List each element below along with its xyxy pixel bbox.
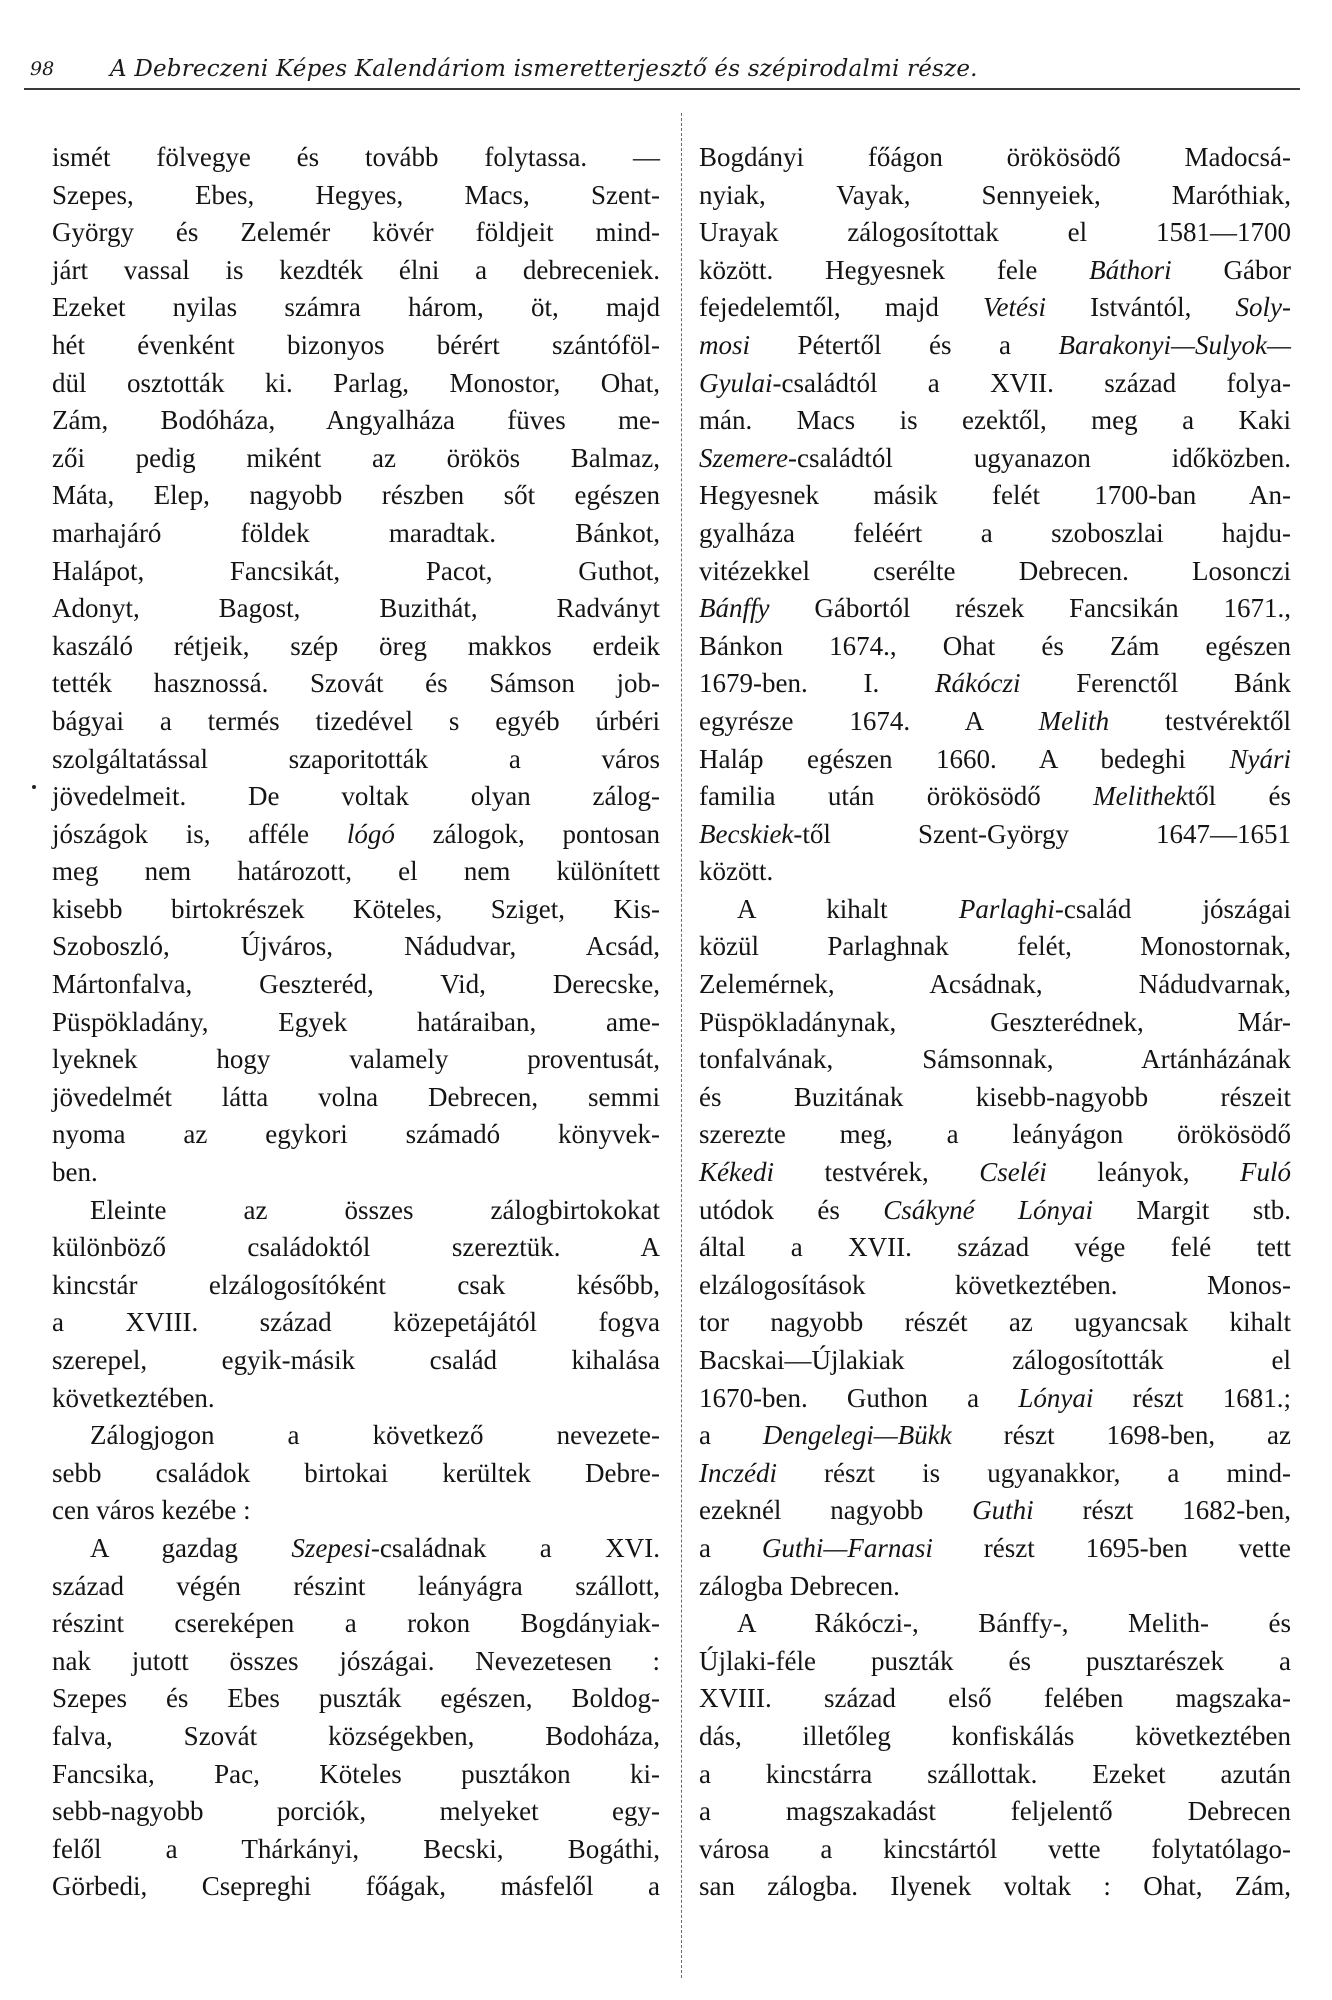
text-line — [699, 1793, 1291, 1831]
text-line — [52, 1718, 660, 1756]
page-number: 98 — [30, 58, 55, 80]
text-run: marhajáró földek maradtak. Bánkot, — [52, 517, 660, 548]
text-run: század végén részint leányágra szállott, — [52, 1570, 660, 1601]
text-line — [52, 252, 660, 290]
text-run: közül Parlaghnak felét, Monostornak, — [699, 931, 1291, 962]
text-line — [699, 1756, 1291, 1794]
text-line — [52, 1643, 660, 1681]
text-run: Zelemérnek, Acsádnak, Nádudvarnak, — [699, 969, 1291, 1000]
text-run: utódok és — [699, 1194, 884, 1225]
text-run: Hegyesnek másik felét 1700-ban An- — [699, 480, 1291, 511]
text-line — [52, 816, 660, 854]
text-line — [52, 1192, 660, 1230]
italic-name: Cseléi — [979, 1157, 1047, 1188]
text-run: a XVIII. század közepetájától fogva — [52, 1307, 660, 1338]
text-run: kisebb birtokrészek Köteles, Sziget, Kis- — [52, 893, 660, 924]
text-run: a — [699, 1420, 763, 1451]
text-line — [52, 440, 660, 478]
italic-name: Melithek — [1093, 781, 1188, 812]
text-run: tonfalvának, Sámsonnak, Artánházának — [699, 1044, 1291, 1075]
text-run: A Rákóczi-, Bánffy-, Melith- és — [737, 1608, 1291, 1639]
italic-name: Lónyai — [1018, 1382, 1094, 1413]
text-line — [699, 741, 1291, 779]
text-run: és Buzitának kisebb-nagyobb részeit — [699, 1081, 1291, 1112]
text-line — [52, 665, 660, 703]
text-run: Urayak zálogosítottak el 1581—1700 — [699, 217, 1291, 248]
text-run: falva, Szovát községekben, Bodoháza, — [52, 1720, 660, 1751]
text-line — [52, 402, 660, 440]
text-run: következtében. — [52, 1382, 215, 1413]
italic-name: Vetési — [982, 292, 1046, 323]
text-line — [699, 1116, 1291, 1154]
text-line — [52, 1455, 660, 1493]
text-line — [52, 1304, 660, 1342]
text-line — [699, 1079, 1291, 1117]
text-line — [699, 778, 1291, 816]
text-line — [699, 1267, 1291, 1305]
text-line — [52, 515, 660, 553]
text-run: -től Szent-György 1647—1651 — [793, 818, 1291, 849]
text-line — [52, 289, 660, 327]
text-run: A gazdag — [90, 1532, 292, 1563]
text-line — [699, 665, 1291, 703]
text-run: zői pedig miként az örökös Balmaz, — [52, 442, 660, 473]
text-line — [699, 440, 1291, 478]
italic-name: Báthori — [1089, 254, 1172, 285]
text-line — [699, 1229, 1291, 1267]
text-run: XVIII. század első felében magszaka- — [699, 1683, 1291, 1714]
text-run: vitézekkel cserélte Debrecen. Losonczi — [699, 555, 1291, 586]
text-run: ismét fölvegye és tovább folytassa. — — [52, 142, 660, 172]
text-run: Zám, Bodóháza, Angyalháza füves me- — [52, 405, 660, 436]
text-line — [52, 1530, 660, 1568]
text-run: -család jószágai — [1054, 893, 1291, 924]
italic-name: Gyulai — [699, 367, 773, 398]
text-run: szerezte meg, a leányágon örökösödő — [699, 1119, 1291, 1150]
text-line — [52, 1680, 660, 1718]
text-line — [52, 477, 660, 515]
text-line — [699, 1192, 1291, 1230]
text-run: Bánkon 1674., Ohat és Zám egészen — [699, 630, 1291, 661]
text-line — [699, 966, 1291, 1004]
text-run: egyrésze 1674. A — [699, 705, 1039, 736]
print-speck — [32, 785, 36, 789]
text-run: Gábortól részek Fancsikán 1671., — [769, 593, 1291, 624]
text-run: Bogdányi főágon örökösödő Madocsá- — [699, 142, 1291, 172]
text-line — [699, 1154, 1291, 1192]
text-line — [699, 928, 1291, 966]
text-line — [699, 590, 1291, 628]
text-run: részint csereképen a rokon Bogdányiak- — [52, 1608, 660, 1639]
text-line — [52, 1229, 660, 1267]
italic-name: Parlaghi — [958, 893, 1055, 924]
text-run: Bacskai—Újlakiak zálogosították el — [699, 1345, 1291, 1375]
italic-name: Kékedi — [699, 1157, 774, 1188]
italic-name: Szepesi — [291, 1532, 371, 1563]
text-run: -családtól ugyanazon időközben. — [787, 442, 1291, 473]
text-run: lyeknek hogy valamely proventusát, — [52, 1044, 660, 1075]
text-run: Püspökladánynak, Geszterédnek, Már- — [699, 1006, 1291, 1037]
text-line — [699, 289, 1291, 327]
text-run: szolgáltatással szaporitották a város — [52, 743, 660, 774]
text-run: -családnak a XVI. — [370, 1532, 660, 1563]
text-line — [52, 177, 660, 215]
running-title: A Debreczeni Képes Kalendáriom ismeretterjesztő és szépirodalmi része. — [110, 56, 978, 82]
text-run: tor nagyobb részét az ugyancsak kihalt — [699, 1307, 1291, 1338]
text-run: Szepes és Ebes puszták egészen, Boldog- — [52, 1683, 660, 1714]
text-run: Pétertől és a — [750, 329, 1059, 360]
text-run: kincstár elzálogosítóként csak később, — [52, 1269, 660, 1300]
text-run: sebb családok birtokai kerültek Debre- — [52, 1457, 660, 1488]
text-run: gyalháza feléért a szoboszlai hajdu- — [699, 517, 1291, 548]
text-line — [699, 1831, 1291, 1869]
text-run: san zálogba. Ilyenek voltak : Ohat, Zám, — [699, 1871, 1291, 1902]
text-line — [52, 778, 660, 816]
text-run: testvérektől — [1109, 705, 1291, 736]
text-line — [52, 590, 660, 628]
text-line — [699, 1455, 1291, 1493]
text-line — [52, 214, 660, 252]
text-line — [699, 515, 1291, 553]
text-line — [699, 1041, 1291, 1079]
text-run: különböző családoktól szereztük. A — [52, 1232, 660, 1263]
italic-name: Melith — [1038, 705, 1110, 736]
text-run: részt 1682-ben, — [1033, 1495, 1291, 1526]
text-run: a kincstárra szállottak. Ezeket azután — [699, 1758, 1291, 1789]
text-line — [699, 1004, 1291, 1042]
text-line — [699, 214, 1291, 252]
text-run: részt 1698-ben, az — [951, 1420, 1291, 1451]
italic-name: Dengelegi—Bükk — [762, 1420, 952, 1451]
text-run: Görbedi, Csepreghi főágak, másfelől a — [52, 1871, 660, 1902]
text-line — [699, 1868, 1291, 1906]
text-line — [52, 139, 660, 177]
text-line — [699, 553, 1291, 591]
text-line — [699, 816, 1291, 854]
text-line — [699, 703, 1291, 741]
left-column — [52, 139, 660, 1906]
text-run: részt is ugyanakkor, a mind- — [776, 1457, 1291, 1488]
text-line — [52, 1492, 660, 1530]
text-run: György és Zelemér kövér földjeit mind- — [52, 217, 660, 248]
text-run: -családtól a XVII. század folya- — [772, 367, 1291, 398]
text-run: jövedelmét látta volna Debrecen, semmi — [52, 1081, 660, 1112]
text-line — [699, 1680, 1291, 1718]
text-run: tették hasznossá. Szovát és Sámson job- — [52, 668, 660, 699]
text-line — [699, 477, 1291, 515]
text-run: 1670-ben. Guthon a — [699, 1382, 1019, 1413]
text-line — [52, 1267, 660, 1305]
text-line — [699, 177, 1291, 215]
text-line — [52, 327, 660, 365]
text-line — [52, 891, 660, 929]
text-run: től és — [1187, 781, 1292, 812]
text-run: nak jutott összes jószágai. Nevezetesen : — [52, 1645, 660, 1676]
text-line — [52, 1154, 660, 1192]
text-line — [52, 553, 660, 591]
text-run: A kihalt — [737, 893, 959, 924]
italic-name: mosi — [699, 329, 751, 360]
text-line — [52, 703, 660, 741]
text-run: Püspökladány, Egyek határaiban, ame- — [52, 1006, 660, 1037]
text-line — [52, 365, 660, 403]
italic-name: Fuló — [1240, 1157, 1291, 1188]
text-run: Haláp egészen 1660. A bedeghi — [699, 743, 1230, 774]
text-run: bágyai a termés tizedével s egyéb úrbéri — [52, 705, 660, 736]
italic-name: Soly- — [1235, 292, 1291, 323]
text-run: testvérek, — [773, 1157, 980, 1188]
text-run: cen város kezébe : — [52, 1495, 251, 1526]
text-run: Istvántól, — [1045, 292, 1236, 323]
text-run: Mártonfalva, Geszteréd, Vid, Derecske, — [52, 969, 660, 1000]
text-line — [52, 1756, 660, 1794]
text-run: nyoma az egykori számadó könyvek- — [52, 1119, 660, 1150]
text-line — [52, 1079, 660, 1117]
text-run: Újlaki-féle puszták és pusztarészek a — [699, 1645, 1291, 1676]
italic-name: Guthi — [972, 1495, 1034, 1526]
text-run: leányok, — [1046, 1157, 1240, 1188]
text-line — [52, 1417, 660, 1455]
text-line — [52, 1041, 660, 1079]
text-run: elzálogosítások következtében. Monos- — [699, 1269, 1291, 1300]
text-run: Halápot, Fancsikát, Pacot, Guthot, — [52, 555, 660, 586]
text-line — [699, 327, 1291, 365]
text-run: Szepes, Ebes, Hegyes, Macs, Szent- — [52, 179, 660, 210]
header-rule — [24, 88, 1300, 90]
text-line — [699, 252, 1291, 290]
text-run: szerepel, egyik-másik család kihalása — [52, 1345, 660, 1375]
text-line — [699, 628, 1291, 666]
text-run: Margit stb. — [1093, 1194, 1291, 1225]
text-line — [52, 1116, 660, 1154]
text-line — [52, 853, 660, 891]
text-run: részt 1681.; — [1093, 1382, 1291, 1413]
text-run: Ferenctől Bánk — [1020, 668, 1291, 699]
text-run: zálogba Debrecen. — [699, 1570, 900, 1601]
text-line — [699, 1342, 1291, 1380]
text-line — [699, 1417, 1291, 1455]
text-run: nyiak, Vayak, Sennyeiek, Maróthiak, — [699, 179, 1291, 210]
text-run: Adonyt, Bagost, Buzithát, Radványt — [52, 593, 660, 624]
italic-name: Becskiek — [699, 818, 794, 849]
text-run: járt vassal is kezdték élni a debreceniek. — [52, 254, 660, 285]
text-run: 1679-ben. I. — [699, 668, 936, 699]
text-line — [52, 1831, 660, 1869]
text-run: városa a kincstártól vette folytatólago- — [699, 1833, 1291, 1864]
text-run: ben. — [52, 1157, 98, 1188]
italic-name: Nyári — [1229, 743, 1291, 774]
column-divider — [681, 113, 682, 1978]
text-line — [52, 966, 660, 1004]
text-run: zálogok, pontosan — [394, 818, 661, 849]
text-line — [52, 1868, 660, 1906]
text-line — [699, 1643, 1291, 1681]
text-line — [699, 1605, 1291, 1643]
text-line — [699, 891, 1291, 929]
running-header — [30, 52, 1316, 92]
text-line — [52, 1380, 660, 1418]
italic-name: Bánffy — [699, 593, 770, 624]
text-run: jövedelmeit. De voltak olyan zálog- — [52, 781, 660, 812]
text-run: részt 1695-ben vette — [932, 1532, 1291, 1563]
right-column — [699, 139, 1291, 1906]
text-run: jószágok is, afféle — [52, 818, 347, 849]
text-run: familia után örökösödő — [699, 781, 1094, 812]
text-run: dül osztották ki. Parlag, Monostor, Ohat, — [52, 367, 660, 398]
text-line — [699, 1380, 1291, 1418]
text-run: a magszakadást feljelentő Debrecen — [699, 1796, 1291, 1827]
text-line — [699, 1718, 1291, 1756]
text-line — [52, 1793, 660, 1831]
text-line — [52, 741, 660, 779]
italic-name: Inczédi — [699, 1457, 777, 1488]
text-run: mán. Macs is ezektől, meg a Kaki — [699, 405, 1291, 436]
text-run: kaszáló rétjeik, szép öreg makkos erdeik — [52, 630, 660, 661]
text-run: sebb-nagyobb porciók, melyeket egy- — [52, 1796, 660, 1827]
text-run: Zálogjogon a következő nevezete- — [90, 1420, 660, 1451]
text-run: a — [699, 1532, 762, 1563]
text-run: Szoboszló, Újváros, Nádudvar, Acsád, — [52, 931, 660, 962]
text-run: Fancsika, Pac, Köteles pusztákon ki- — [52, 1758, 660, 1789]
italic-name: Szemere — [699, 442, 788, 473]
text-line — [699, 1304, 1291, 1342]
text-line — [52, 1568, 660, 1606]
text-run: között. Hegyesnek fele — [699, 254, 1090, 285]
text-run: dás, illetőleg konfiskálás következtében — [699, 1720, 1291, 1751]
text-run: Máta, Elep, nagyobb részben sőt egészen — [52, 480, 660, 511]
text-run: Eleinte az összes zálogbirtokokat — [90, 1194, 660, 1225]
text-run: között. — [699, 856, 774, 887]
text-line — [699, 1530, 1291, 1568]
text-line — [699, 365, 1291, 403]
text-line — [52, 1342, 660, 1380]
italic-name: lógó — [346, 818, 395, 849]
text-line — [699, 853, 1291, 891]
text-run: ezeknél nagyobb — [699, 1495, 973, 1526]
text-line — [699, 402, 1291, 440]
italic-name: Barakonyi—Sulyok— — [1058, 329, 1291, 360]
italic-name: Csákyné Lónyai — [883, 1194, 1094, 1225]
text-line — [52, 628, 660, 666]
text-line — [52, 1605, 660, 1643]
text-run: felől a Thárkányi, Becski, Bogáthi, — [52, 1833, 660, 1864]
text-line — [699, 1568, 1291, 1606]
text-run: Ezeket nyilas számra három, öt, majd — [52, 292, 660, 323]
italic-name: Rákóczi — [935, 668, 1021, 699]
text-line — [699, 139, 1291, 177]
text-run: meg nem határozott, el nem különített — [52, 856, 660, 887]
text-run: Gábor — [1171, 254, 1291, 285]
italic-name: Guthi—Farnasi — [761, 1532, 933, 1563]
text-run: fejedelemtől, majd — [699, 292, 983, 323]
text-line — [52, 928, 660, 966]
text-run: által a XVII. század vége felé tett — [699, 1232, 1291, 1263]
text-line — [52, 1004, 660, 1042]
text-line — [699, 1492, 1291, 1530]
text-run: hét évenként bizonyos bérért szántóföl- — [52, 329, 660, 360]
